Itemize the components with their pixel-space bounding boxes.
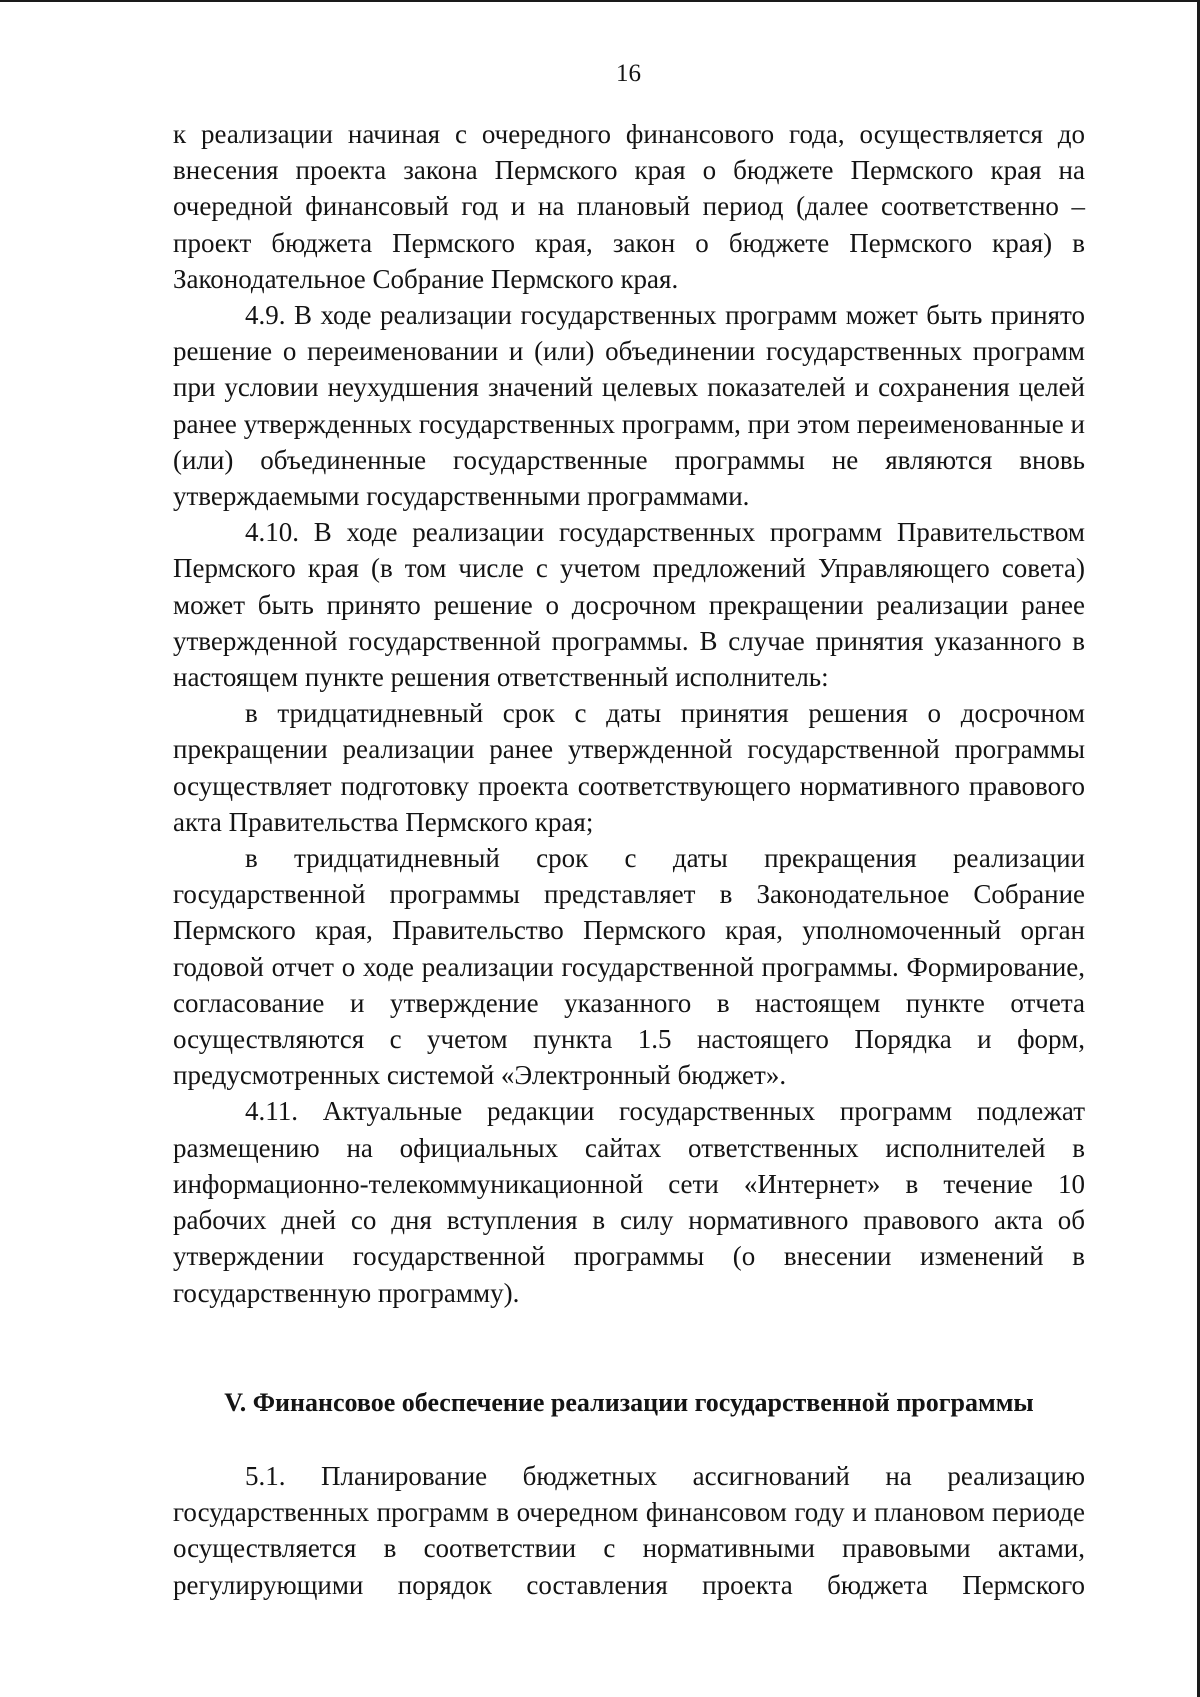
paragraph-5-1: 5.1. Планирование бюджетных ассигнований на реализацию государственных программ в очередном финансовом году и плановом периоде осуществляется в соответствии с нормативными правовыми актами, регулирующими порядок составления проекта бюджета Пермского [173, 1461, 1085, 1600]
body-text [173, 116, 1085, 1311]
paragraph-4-11: 4.11. Актуальные редакции государственных программ подлежат размещению на официальных сайтах ответственных исполнителей в информационно-телекоммуникационной сети «Интернет» в течение 10 рабочих дней со дня вступления в силу нормативного правового акта об утверждении государственной программы (о внесении изменений в государственную программу). [173, 1096, 1085, 1308]
paragraph-4-10-item-1: в тридцатидневный срок с даты принятия решения о досрочном прекращении реализации ранее утвержденной государственной программы осуществляет подготовку проекта соответствующего нормативного правового акта Правительства Пермского края; [173, 698, 1085, 837]
scan-edge-top [0, 0, 1200, 2]
section-body-text [173, 1458, 1085, 1603]
paragraph-4-9: 4.9. В ходе реализации государственных программ может быть принято решение о переименовании и (или) объединении государственных программ при условии неухудшения значений целевых показателей и сохранения целей ранее утвержденных государственных программ, при этом переименованные и (или) объединенные государственные программы не являются вновь утверждаемыми государственными программами. [173, 300, 1085, 512]
paragraph-continuation: к реализации начиная с очередного финансового года, осуществляется до внесения проекта закона Пермского края о бюджете Пермского края на очередной финансовый год и на плановый период (далее соответственно – проект бюджета Пермского края, закон о бюджете Пермского края) в Законодательное Собрание Пермского края. [173, 119, 1085, 294]
paragraph-4-10-item-2: в тридцатидневный срок с даты прекращения реализации государственной программы представляет в Законодательное Собрание Пермского края, Правительство Пермского края, уполномоченный орган годовой отчет о ходе реализации государственной программы. Формирование, согласование и утверждение указанного в настоящем пункте отчета осуществляются с учетом пункта 1.5 настоящего Порядка и форм, предусмотренных системой «Электронный бюджет». [173, 843, 1085, 1091]
section-heading: V. Финансовое обеспечение реализации государственной программы [224, 1388, 1034, 1417]
page-number: 16 [616, 60, 641, 87]
paragraph-4-10: 4.10. В ходе реализации государственных программ Правительством Пермского края (в том числе с учетом предложений Управляющего совета) может быть принято решение о досрочном прекращении реализации ранее утвержденной государственной программы. В случае принятия указанного в настоящем пункте решения ответственный исполнитель: [173, 517, 1085, 693]
